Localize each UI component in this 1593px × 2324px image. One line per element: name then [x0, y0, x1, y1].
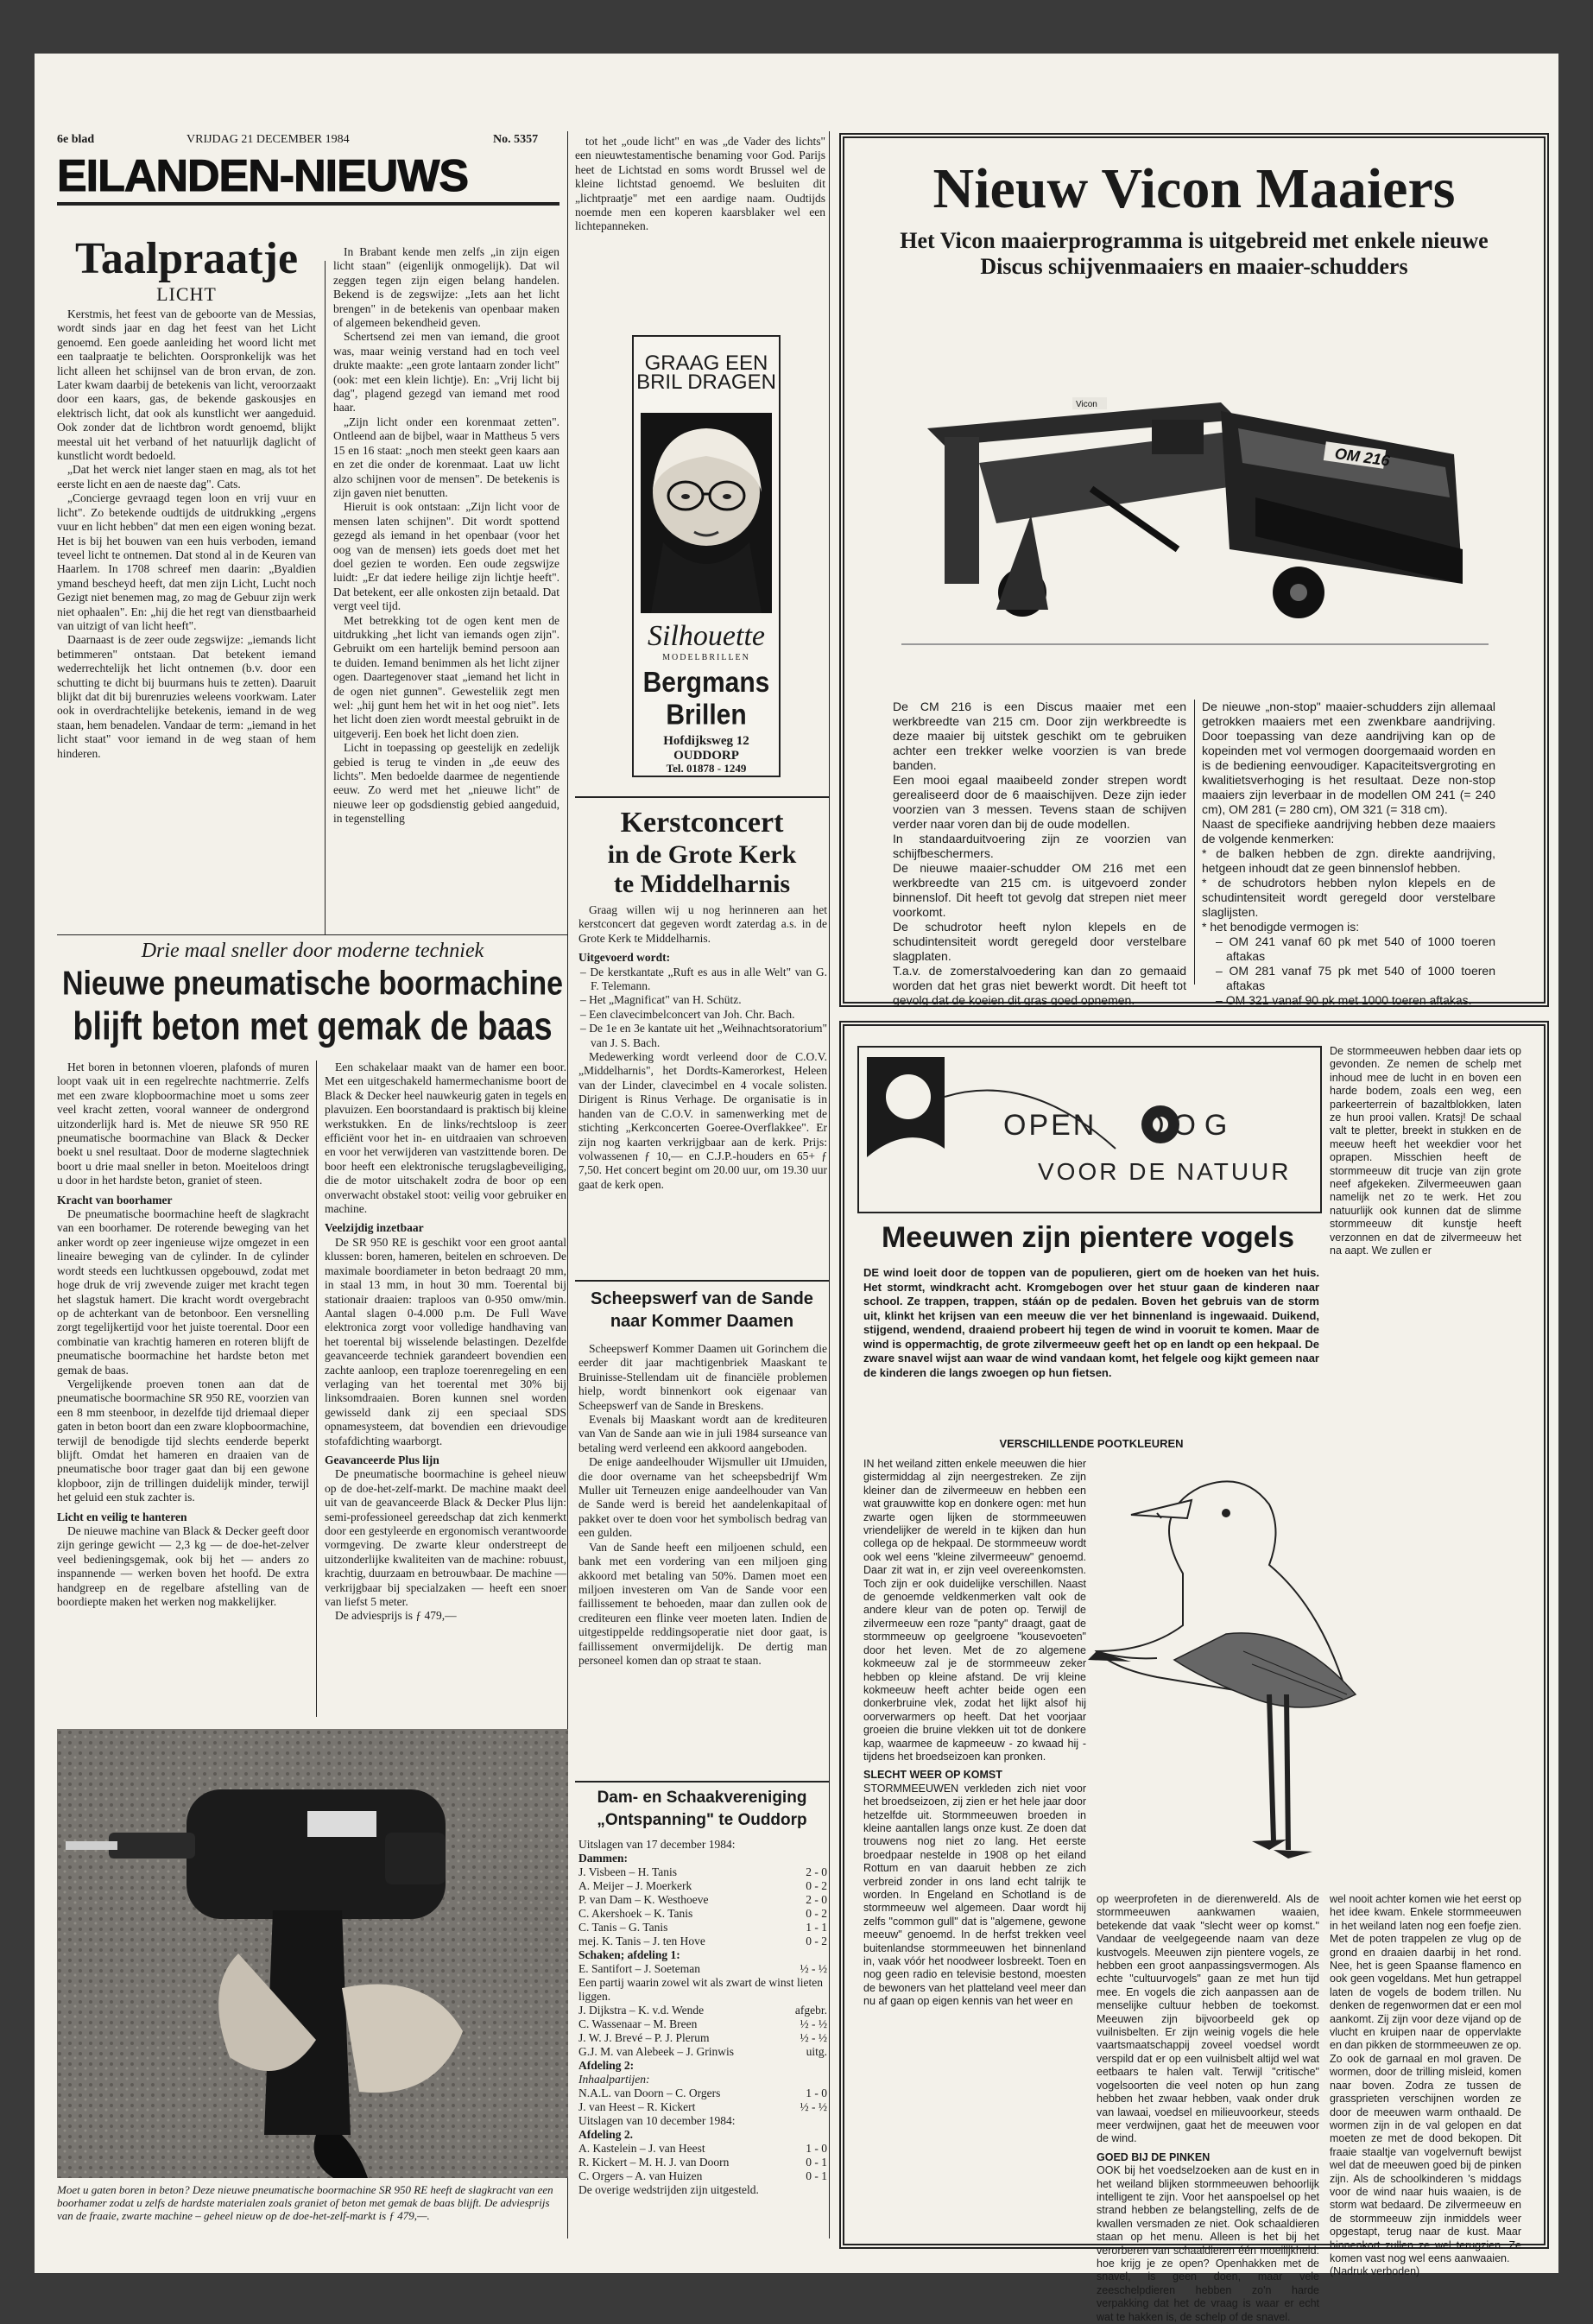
issue-number: No. 5357 — [493, 133, 539, 146]
concert-body — [578, 903, 827, 1192]
section-rule — [57, 934, 568, 935]
taalpraatje-column-2 — [333, 245, 559, 826]
list-item: – De 1e en 3e kantate uit het „Weihnachtsoratorium" van J. S. Bach. — [591, 1022, 827, 1050]
results-heading: Schaken; afdeling 1: — [578, 1948, 680, 1961]
gulls-title: Meeuwen zijn pientere vogels — [881, 1221, 1294, 1254]
logo-tagline: VOOR DE NATUUR — [1038, 1158, 1292, 1185]
paragraph: Van de Sande heeft een miljoenen schuld, een bank met een vordering van een miljoen ging akkoord met betaling van 50%. Damen moet een miljoen investeren om Van de Sande voor een faillissement te behoeden, maar dan zullen ook de crediteuren een flinke veer moeten laten. Indien de uitgestippelde reddingsoperatie niet door gaat, is faillissement onvermijdelijk. De dertig man personeel komen dan op straat te staan. — [578, 1540, 827, 1667]
vicon-subtitle: Het Vicon maaierprogramma is uitgebreid met enkele nieuwe Discus schijvenmaaiers en maaier-schudders — [900, 228, 1489, 279]
result-row: J. van Heest – R. Kickert ½ - ½ — [578, 2100, 827, 2113]
results-date: Uitslagen van 10 december 1984: — [578, 2114, 736, 2127]
taalpraatje-column-3 — [575, 135, 825, 234]
paragraph: Licht in toepassing op geestelijk en zedelijk gebied is terug te vinden in „de eeuw des lichts". Men bedoelde daarmee de negentiende eeuw. Zo werd met het „nieuwe licht" de nieuwe leer op godsdienstig gebied aangeduid, in tegenstelling — [333, 741, 559, 826]
results-footer: De overige wedstrijden zijn uitgesteld. — [578, 2183, 759, 2196]
result-row: R. Kickert – M. H. J. van Doorn 0 - 1 — [578, 2156, 827, 2169]
subheading: Licht en veilig te hanteren — [57, 1510, 187, 1523]
gulls-column-b — [1097, 1893, 1319, 2324]
subheading: Kracht van boorhamer — [57, 1193, 173, 1206]
shipyard-title-2: naar Kommer Daamen — [610, 1312, 794, 1331]
drill-title-line-1: Nieuwe pneumatische boormachine — [61, 965, 564, 1003]
paragraph: Evenals bij Maaskant wordt aan de krediteuren van Van de Sande aan wie in juli 1984 surseance van betaling werd verleend een akkoord aangeboden. — [578, 1413, 827, 1454]
paragraph: De nieuwe maaier-schudder OM 216 met een werkbreedte van 215 cm. is uitgevoerd zonder binnenslof. Dit heeft tot gevolg dat strepen niet meer voorkomt. — [893, 861, 1186, 919]
issue-date: VRIJDAG 21 DECEMBER 1984 — [186, 133, 350, 146]
paragraph: STORMMEEUWEN verkleden zich niet voor het broedseizoen, zij zien er het hele jaar door hetzelfde uit. Stormmeeuwen broeden in kleine aantallen langs onze kust. Ze doen dat trouwens nog niet zo lang. Het eerste broedpaar nestelde in 1908 op het eiland Rottum en van daaruit hebben ze zich verbreid zonder in ons land echt talrijk te worden. In Engeland en Schotland is de stormmeeuw wel algemeen. Daar wordt hij zelfs "common gull" dat is "algemene, gewone meeuw" genoemd. In de herfst trekken veel buitenlandse stormmeeuwen het binnenland in, vaak vóór het noodweer losbreekt. Toen en nog geen radio en televisie bestond, moesten de bewoners van het platteland veel meer dan nu af gaan op eigen kennis van het weer en — [863, 1782, 1086, 2008]
masthead-rule — [57, 202, 559, 206]
vicon-column-2 — [1202, 700, 1495, 1008]
paragraph: IN het weiland zitten enkele meeuwen die hier gistermiddag al zijn neergestreken. Ze zijn kleiner dan de zilvermeeuw en hebben een wat grauwwitte kop en donkere ogen: met hun zwarte ogen lijken de stormmeeuwen vriendelijker de wereld in te kijken dan hun collega op de hekpaal. De stormmeeuw wordt ook wel eens "kleine zilvermeeuw" genoemd. Daar zit wat in, er zijn veel overeenkomsten. Toch zijn er ook duidelijke verschillen. Naast de genoemde veldkenmerken valt ook de andere kleur van de poten op. Terwijl de zilvermeeuw een roze "panty" draagt, gaat de stormmeeuw op geelgroene "kousevoeten" door het leven. Met de zo algemene kokmeeuw zal je de stormmeeuw zeker hebben op kleine afstand. De vrij kleine kokmeeuw heeft achter beide ogen een donkerbruine vlek, zodat het lijkt alsof hij oorverwarmers op heeft. Dat het voorjaar groeien die bruine vlekken uit tot de donkere kap, waarmee de kapmeeuw - zo kwaad hij - tijdens het broedseizoen kan pronken. — [863, 1458, 1086, 1763]
result-row: C. Orgers – A. van Huizen 0 - 1 — [578, 2169, 827, 2182]
shop-phone: Tel. 01878 - 1249 — [666, 762, 747, 775]
chess-title-2: „Ontspanning" te Ouddorp — [597, 1811, 807, 1829]
results-heading: Dammen: — [578, 1852, 628, 1865]
vicon-column-1 — [893, 700, 1186, 1008]
concert-title-1: Kerstconcert — [620, 807, 784, 839]
drill-title-line-2: blijft beton met gemak de baas — [73, 1004, 553, 1049]
shipyard-body — [578, 1342, 827, 1668]
subheading: Veelzijdig inzetbaar — [325, 1221, 424, 1235]
list-item: – De kerstkantate „Ruft es aus in alle Welt" van G. F. Telemann. — [591, 966, 827, 994]
paragraph: Scheepswerf Kommer Daamen uit Gorinchem die eerder dit jaar machtigenbriek Maaskant te Bruinisse-Stellendam uit de financiële problemen hielp, wordt binnenkort ook eigenaar van Scheepswerf van de Sande in Breskens. — [578, 1342, 827, 1412]
results-subheading: Inhaalpartijen: — [578, 2073, 650, 2086]
vicon-title: Nieuw Vicon Maaiers — [932, 157, 1456, 220]
list-item: – Het „Magnificat" van H. Schütz. — [591, 993, 827, 1007]
open-oog-logo — [857, 1045, 1323, 1214]
gulls-subheading-2: SLECHT WEER OP KOMST — [863, 1769, 1002, 1782]
results-date: Uitslagen van 17 december 1984: — [578, 1838, 736, 1851]
paragraph: „Concierge gevraagd tegen loon en vrij vuur en licht". Zo betekende oudtijds de uitdrukking „ergens vuur en licht hebben" dat men een eigen woning bezat. Het is bij het bouwen van een huis verboden, iemand teveel licht te ontnemen. Dat stond al in de Keuren van Haarlem. In 1708 schreef men daarin: „Byaldien ymand bescheyd heeft, dat men zijn Licht, Lucht noch Gezigt niet benemen mag, zo mag de Gebuur zijn werk niet ophaalen". En: „hij die het regt van dienstbaarheid van uitzigt of van licht heeft". — [57, 491, 316, 632]
logo-open: OPEN — [1003, 1109, 1097, 1142]
drill-photo-caption: Moet u gaten boren in beton? Deze nieuwe pneumatische boormachine SR 950 RE heeft de slagkracht van een boorhamer zodat u zelfs de hardste materialen zoals graniet of beton met gemak de baas blijft. De adviesprijs van de fraaie, zwarte machine – geheel nieuw op de doe-het-zelf-markt is ƒ 479,—. — [57, 2183, 553, 2222]
paragraph: De nieuwe „non-stop" maaier-schudders zijn allemaal getrokken maaiers met een zwenkbare aandrijving. Door toepassing van deze aandrijving kan op de kopeinden met vol vermogen doorgemaaid worden en is de bediening eenvoudiger. Kapaciteitsvergroting en kwalitietsverhoging is het resultaat. Deze non-stop maaiers zijn leverbaar in de modellen OM 241 (= 240 cm), OM 281 (= 280 cm), OM 321 (= 318 cm). — [1202, 700, 1495, 816]
gulls-column-c — [1330, 1045, 1521, 1258]
result-row: J. Dijkstra – K. v.d. Wende afgebr. — [578, 2004, 827, 2017]
gulls-column-a — [863, 1458, 1086, 2009]
result-row: P. van Dam – K. Westhoeve 2 - 0 — [578, 1893, 827, 1906]
taalpraatje-subtitle: LICHT — [156, 283, 217, 305]
drill-kicker: Drie maal sneller door moderne techniek — [141, 940, 484, 962]
result-row: A. Kastelein – J. van Heest 1 - 0 — [578, 2142, 827, 2155]
paragraph: Daarnaast is de zeer oude zegswijze: „iemands licht betimmeren" ontstaan. Dat betekent iemand wederrechtelijk het licht ontnemen (b.v. door een schutting te dicht bij buurmans huis te zetten). Daaruit blijkt dat dit bij burenruzies weleens voorkwam. Later ook in overdrachtelijke betekenis, iemand in de weg staan, hem benadelen. Vandaar de term: „iemand in het licht staat" voor iemand in de weg staan of hem hinderen. — [57, 633, 316, 760]
feature-item: * de balken hebben de zgn. direkte aandrijving, hetgeen inhoudt dat ze geen binnenslof hebben. — [1202, 846, 1495, 875]
result-note: Een partij waarin zowel wit als zwart de winst lieten liggen. — [578, 1976, 824, 2003]
paragraph: „Zijn licht onder een korenmaat zetten". Ontleend aan de bijbel, waar in Mattheus 5 vers 15 en 16 staat: „noch men steekt geen kaars aan en zet die onder de korenmaat. Laat uw licht alzo schijnen voor de mensen". De betekenis is zijn gaven niet benutten. — [333, 415, 559, 499]
chess-title-1: Dam- en Schaakvereniging — [597, 1789, 807, 1807]
paragraph: OOK bij het voedselzoeken aan de kust en in het weiland blijken stormmeeuwen behoorlijk intelligent te zijn. Voor het aanspoelsel op het strand hebben ze belangstelling, zelfs de de kwallen versmaden ze niet. Ook schaaldieren staan op het menu. Alleen is het bij het verorberen van schaaldieren één moeilijkheid: hoe krijg je ze open? Openhakken met de snavel, is geen doen, maar vele zeeschelpdieren hebben zo'n harde verpakking dat het de vraag is waar er echt wat te hakken is, de schelp of de snavel. — [1097, 2164, 1319, 2323]
drill-photo — [57, 1729, 568, 2178]
result-row: E. Santifort – J. Soeteman ½ - ½ — [578, 1962, 827, 1975]
shop-address: Hofdijksweg 12 — [663, 734, 749, 748]
result-row: C. Wassenaar – M. Breen ½ - ½ — [578, 2017, 827, 2030]
paragraph: De pneumatische boormachine is geheel nieuw op de doe-het-zelf-markt. De machine maakt deel uit van de geavanceerde Black & Decker Plus lijn: semi-professioneel gereedschap dat zich kenmerkt door een gestyleerde en ergonomisch verantwoorde vormgeving. De zwarte kleur onderstreept de uitzonderlijke kwaliteiten van de machine: robuust, krachtig, duurzaam en betrouwbaar. De machine — verkrijgbaar bij specialzaken — heeft een snoer van liefst 5 meter. — [325, 1467, 566, 1609]
gulls-column-c2 — [1330, 1893, 1521, 2279]
subheading: Geavanceerde Plus lijn — [325, 1453, 439, 1466]
drill-column-1 — [57, 1061, 309, 1609]
chess-results — [578, 1838, 827, 2197]
program-list — [578, 966, 827, 1050]
paragraph: De adviesprijs is ƒ 479,— — [335, 1609, 457, 1623]
paragraph: Kerstmis, het feest van de geboorte van de Messias, wordt sinds jaar en dag het feest van het Licht genoemd. Een goede aanleiding het woord licht met een taalpraatje te belichten. Oorspronkelijk was het licht alleen het schijnsel van de bron ervan, de zon. Later kwam daarbij de betekenis van licht, veroorzaakt door een kaars, gas, de bekende gaskousjes en elektrisch licht, dat ook als kunstlicht wer aangeduid. Ook zonder dat de lichtbron wordt genoemd, blijkt meestal uit het verband of het natuurlijk daglicht of kunstlicht wordt bedoeld. — [57, 307, 316, 463]
mower-machine-image — [893, 299, 1497, 670]
list-item: – OM 281 vanaf 75 pk met 540 of 1000 toeren aftakas — [1226, 964, 1495, 993]
result-row: A. Meijer – J. Moerkerk 0 - 2 — [578, 1879, 827, 1892]
paragraph: Medewerking wordt verleend door de C.O.V. „Middelharnis", het Dordts-Kamerorkest, Heleen van der Linder, clavecimbel en 4 vocale solisten. Dirigent is Rinus Verhage. De organisatie is in handen van de C.O.V. in samenwerking met de stichting „Kerkconcerten Goeree-Overflakkee". Er zijn nog kaarten verkrijgbaar aan de kerk. Prijs: volwassenen ƒ 10,— en C.J.P.-houders en 65+ ƒ 7,50. Het concert begint om 20.00 uur, om 19.30 uur gaat de kerk open. — [578, 1050, 827, 1191]
result-row: J. Visbeen – H. Tanis 2 - 0 — [578, 1865, 827, 1878]
paragraph: Het boren in betonnen vloeren, plafonds of muren loopt vaak uit in een regelrechte nachtmerrie. Zelfs met een zware klopboormachine moet u soms zeer veel kracht zetten, vooral wanneer de ondergrond uitzonderlijk hard is. Met de nieuwe SR 950 RE pneumatische boormachine van Black & Decker boekt u snel resultaat. Door de moderne slagtechniek boort u drie maal sneller in beton. Moeiteloos dringt u door in het hardste beton, graniet of steen. — [57, 1061, 309, 1187]
page-label: 6e blad — [57, 133, 95, 146]
paragraph: Schertsend zei men van iemand, die groot was, maar weinig verstand had en toch veel drukte maakte: „een grote lantaarn zonder licht" (ook: met een klein lichtje). En: „Vrij licht bij dag", plagend gezegd van iemand met rood haar. — [333, 330, 559, 415]
list-item: – OM 321 vanaf 90 pk met 1000 toeren aftakas. — [1226, 993, 1495, 1008]
section-rule — [575, 1781, 829, 1783]
column-rule — [325, 261, 326, 934]
list-item: – OM 241 vanaf 60 pk met 540 of 1000 toeren aftakas — [1226, 934, 1495, 964]
silhouette-brand: Silhouette — [648, 620, 765, 652]
paragraph: „Dat het werck niet langer staen en mag, als tot het eerste licht en aen de naeste dag". Cats. — [57, 463, 316, 491]
glasses-advertisement — [632, 335, 781, 777]
model-photo — [641, 413, 772, 613]
paragraph: op weerprofeten in de dierenwereld. Als de stormmeeuwen aankwamen waaien, betekende dat vaak "slecht weer op komst." Vandaar de veelgegeende naam van deze kustvogels. Meeuwen zijn pientere vogels, ze hebben een groot aanpassingsvermogen. Als echte "cultuurvogels" gaan ze met hun tijd mee. En vogels die zich aanpassen aan de menselijke cultuur hebben de toekomst. Meeuwen zijn bijvoorbeeld gek op vuilnisbelten. Er zijn weinig vogels die hele vaartsmaatschappij zoveel voedsel wordt verspild dat er op een vuilnisbelt altijd wel wat eetbaars te halen valt. Terwijl "critische" vogelsoorten die veel noten op hun zang hebben het zwaar hebben, vaak onder druk van lawaai, voedsel en milieuvoorkeur, steeds meer verdwijnen, gaat het de meeuwen voor de wind. — [1097, 1893, 1319, 2145]
feature-item: * de schudrotors hebben nylon klepels en de schudintensiteit wordt geregeld door verstelbare slaglijsten. — [1202, 876, 1495, 919]
paragraph: In standaarduitvoering zijn ze voorzien van schijfbeschermers. — [893, 832, 1186, 860]
results-heading: Afdeling 2. — [578, 2128, 634, 2141]
paragraph: De enige aandeelhouder Wijsmuller uit IJmuiden, die door overname van het scheepsbedrijf Wm Muller uit Terneuzen enige aandeelhouder van Van de Sande werd is bereid het aandelenkapitaal of pakket over te doen voor het symbolisch bedrag van een gulden. — [578, 1455, 827, 1540]
paragraph: Een mooi egaal maaibeeld zonder strepen wordt gerealiseerd door de 6 maaischijven. Deze zijn ieder voorzien van 3 messen. Tevens staan de schijven verder naar voren dan bij de oude modellen. — [893, 773, 1186, 831]
vicon-brand-tag: Vicon — [1076, 400, 1097, 409]
copyright-note: (Nadruk verboden) — [1330, 2265, 1420, 2278]
paragraph: In Brabant kende men zelfs „in zijn eigen licht staan" (eigenlijk onmogelijk). Dat wil zeggen tegen zijn eigen belang handelen. Bekend is de zegswijze: „Iets aan het licht brengen" in de betekenis van openbaar maken of algemeen bekendheid geven. — [333, 245, 559, 330]
taalpraatje-column-1 — [57, 307, 316, 761]
shop-town: OUDDORP — [673, 749, 739, 763]
paragraph: De schudrotor heeft nylon klepels en de schudintensiteit wordt geregeld door verstelbare slagplaten. — [893, 920, 1186, 963]
result-row: G.J. M. van Alebeek – J. Grinwis uitg. — [578, 2045, 827, 2058]
results-heading: Afdeling 2: — [578, 2059, 635, 2072]
section-rule — [575, 796, 829, 798]
result-row: C. Tanis – G. Tanis 1 - 1 — [578, 1921, 827, 1934]
section-rule — [575, 1280, 829, 1282]
paragraph: De nieuwe machine van Black & Decker geeft door zijn geringe gewicht — 2,3 kg — de doe-het-zelver veel bedieningsgemak, ook bij het — anders zo inspannende — werken boven het hoofd. De extra handgreep en de regelbare afstelling van de boordiepte maken het werken nog makkelijker. — [57, 1524, 309, 1609]
newspaper-page — [35, 54, 1558, 2323]
paragraph: De SR 950 RE is geschikt voor een groot aantal klussen: boren, hameren, beitelen en schroeven. De maximale boordiameter in beton bedraagt 20 mm, in staal 13 mm, in hout 30 mm. Toerental bij stationair draaien: traploos van 0-950 omw/min. Aantal slagen 0-4.000 p.m. De Full Wave elektronica zorgt voor volledige handhaving van het toerental bij wisselende belastingen. Dezelfde geavanceerde techniek garandeert bovendien een zachte aanloop, een traploze toerenregeling en een verlaging van het toerental met 30% bij linksomdraaien. Boren kunnen snel worden gewisseld dank zij een speciaal SDS opnamesysteem, dat bovendien een drievoudige stofafdichting waarborgt. — [325, 1235, 566, 1447]
paragraph: Hieruit is ook ontstaan: „Zijn licht voor de mensen laten schijnen". Dit wordt spottend gezegd als iemand in het openbaar (voor het oog van de mensen) iets goeds doet met het doel gezien te worden. Een oude zegswijze luidt: „Er dat iedere heilige zijn lichtje heeft". Dat betekent, eer alle onkosten zijn betaald. Dat vergt veel tijd. — [333, 500, 559, 613]
vicon-advertisement — [839, 133, 1549, 1007]
paragraph: De stormmeeuwen hebben daar iets op gevonden. Ze nemen de schelp met inhoud mee de lucht in en boven een harde bodem, zoals een weg, een parkeerterrein of bazaltblokken, laten ze hun prooi vallen. Kratsj! De schaal valt te pletter, breekt in stukken en de meeuw heeft het weekdier voor het oprapen. Misschien heeft de stormmeeuw dit trucje van zijn grote neef afgekeken. Zilvermeeuwen gaan namelijk net zo te werk. Het zou natuurlijk ook kunnen dat de slimme stormmeeuw dit kunstje heeft verzonnen en dat de zilvermeeuw het na aapt. We zullen er — [1330, 1045, 1521, 1257]
gulls-lead: DE wind loeit door de toppen van de populieren, giert om de hoeken van het huis. Het stormt, windkracht acht. Kromgebogen over het stuur gaan de kinderen naar school. Ze trappen, trappen, stáán op de pedalen. Boven het gebruis van de storm uit, klinkt het krijsen van een meeuw die ver het binnenland is ingewaaid. Duikend, stijgend, wendend, draaiend probeert hij tegen de wind in vooruit te komen. Maar de wind is oppermachtig, de grote zilvermeeuw geeft het op en landt op een hekpaal. De zware snavel wijst aan waar de wind vandaan komt, het felgele oog kijkt gemeen naar de kinderen die langs zwoegen op hun fietsen. — [863, 1266, 1319, 1379]
seagull-illustration — [1097, 1435, 1390, 1884]
logo-oog: OOG — [1141, 1109, 1236, 1142]
taalpraatje-title: Taalpraatje — [74, 234, 299, 283]
drill-column-2 — [325, 1061, 566, 1624]
shop-name: Bergmans Brillen — [642, 667, 770, 731]
column-rule — [316, 1061, 317, 1717]
newspaper-title: EILANDEN-NIEUWS — [57, 151, 469, 201]
gull-drawing — [1097, 1435, 1390, 1884]
paragraph: Met betrekking tot de ogen kent men de uitdrukking „het licht van iemands ogen zijn". Gebruikt om een hartelijk bemind persoon aan te duiden. Iemand benimmen als het licht zijner ogen. Daartegenover staat „iemand het licht in de ogen niet gunnen". Gewesteliik zegt men wel: „hij gunt hem het wit in het oog niet". Iets het licht doen zien wordt meestal gebruikt in de uitgeverij. Een boek het licht doen zien. — [333, 613, 559, 740]
open-oog-logo-image — [857, 1045, 1323, 1214]
paragraph: Een schakelaar maakt van de hamer een boor. Met een uitgeschakeld hamermechanisme boort de Black & Decker heel nauwkeurig gaten in tegels en plavuizen. Een boorstandaard is praktisch bij kleine werkstukken. En de links/rechtsloop is zeer efficiënt voor het in- en uitdraaien van schroeven en voor het verwijderen van vastzittende boren. De boor heeft een elektronische terugslagbeveiliging, die de motor uitschakelt zodra de boor op een onverwacht obstakel stoot: veilig voor gebruiker en machine. — [325, 1061, 566, 1216]
paragraph: wel nooit achter komen wie het eerst op het idee kwam. Enkele stormmeeuwen in het weiland laten nog een foefje zien. Met de poten trappelen ze vlug op de grond en draaien daarbij in het rond. Nee, het is geen Spaanse flamenco en ook geen vogeldans. Met hun getrappel laten de vogels de bodem trillen. Nu denken de regenwormen dat er een mol aankomt. Zij zijn voor deze vijand op de vlucht en kruipen naar de oppervlakte en dan pikken de stormmeeuwen ze op. Zo ook de garnaal en mol graven. De wormen, door de trilling misleid, komen naar boven. Zodra ze tussen de grassprieten verschijnen worden ze door de meeuwen warm onthaald. De wormen zijn in de val gelopen en dat moeten ze met de dood bekopen. Dit fraaie staaltje van vogelvernuft bewijst wel dat de meeuwen goed bij de pinken zijn. Als de schoolkinderen 's middags voor de wind naar huis waaien, is de storm wat bedaard. De zilvermeeuw en de stormmeeuw zijn inmiddels weer opgestapt, terug naar de kust. Maar binnenkort zullen ze wel terugzien. Ze komen vast nog wel eens aanwaaien. — [1330, 1893, 1521, 2264]
paragraph: T.a.v. de zomerstalvoedering kan dan zo gemaaid worden dat het gras niet bewerkt wordt. Dit heeft tot gevolg dat de koeien dit gras goed opnemen. — [893, 964, 1186, 1007]
paragraph: Vergelijkende proeven tonen aan dat de pneumatische boormachine SR 950 RE, voorzien van een 8 mm steenboor, in dezelfde tijd driemaal dieper gaten in beton boort dan een zware klopboormachine, terwijl de benodigde tijd slechts eenderde beperkt blijft. Omdat het hameren en draaien van de pneumatische boor trager gaat dan bij een gewone klopboor, zijn de trillingen duidelijk minder, terwijl het geluid een stuk zachter is. — [57, 1377, 309, 1504]
concert-title-2: in de Grote Kerk — [607, 840, 797, 869]
column-rule — [829, 131, 830, 2239]
gulls-subheading-1: VERSCHILLENDE POOTKLEUREN — [999, 1437, 1184, 1450]
column-rule — [1194, 700, 1195, 985]
result-row: J. W. J. Brevé – P. J. Plerum ½ - ½ — [578, 2031, 827, 2044]
brand-subline: MODELBRILLEN — [662, 653, 750, 662]
result-row: N.A.L. van Doorn – C. Orgers 1 - 0 — [578, 2087, 827, 2099]
paragraph: tot het „oude licht" en was „de Vader des lichts" een nieuwtestamentische benaming voor God. Parijs heet de Lichtstad en soms wordt Brussel wel de kleine lichtstad genoemd. We besluiten dit „lichtpraatje" met een aardige naam. Oudtijds noemde men een koperen kaarsblaker wel een lichtepanneken. — [575, 135, 825, 233]
vicon-machine-photo — [893, 299, 1497, 670]
result-row: C. Akershoek – K. Tanis 0 - 2 — [578, 1907, 827, 1920]
paragraph: Graag willen wij u nog herinneren aan het kerstconcert dat gegeven wordt zaterdag a.s. in de Grote Kerk te Middelharnis. — [578, 903, 827, 945]
paragraph: De CM 216 is een Discus maaier met een werkbreedte van 215 cm. Door zijn werkbreedte is deze maaier bij uitstek geschikt om te gebruiken achter een trekker welke voorzien is van brede banden. — [893, 700, 1186, 772]
result-row: mej. K. Tanis – J. ten Hove 0 - 2 — [578, 1935, 827, 1947]
subheading: Uitgevoerd wordt: — [578, 951, 671, 965]
shipyard-title-1: Scheepswerf van de Sande — [591, 1289, 813, 1308]
feature-item: * het benodigde vermogen is: — [1202, 920, 1360, 934]
paragraph: Naast de specifieke aandrijving hebben deze maaiers de volgende kenmerken: — [1202, 817, 1495, 845]
gulls-subheading-3: GOED BIJ DE PINKEN — [1097, 2150, 1211, 2163]
ad-headline: GRAAG EEN BRIL DRAGEN — [636, 351, 776, 394]
drill-in-hands-image — [57, 1729, 568, 2178]
power-list — [1202, 934, 1495, 1008]
paragraph: De pneumatische boormachine heeft de slagkracht van een boorhamer. De roterende beweging van het anker wordt op zeer ingenieuse wijze omgezet in een lineaire beweging van de cylinder. In de cylinder wordt steeds een luchtkussen opgebouwd, zodat met hoge druk de vrij zwevende zuiger met kracht tegen het slagstuk hamert. Die kracht wordt overgebracht op de achterkant van de betonboor. Een versnelling zorgt tegelijkertijd voor het juiste toerental. Door een combinatie van krachtig hameren en roteren blijft de pneumatische boormachine het hardste beton met gemak de baas. — [57, 1207, 309, 1377]
concert-title-3: te Middelharnis — [613, 870, 791, 898]
woman-with-glasses-image — [641, 413, 772, 613]
machine-model-label: OM 216 — [1333, 444, 1391, 470]
list-item: – Een clavecimbelconcert van Joh. Chr. Bach. — [591, 1008, 827, 1022]
